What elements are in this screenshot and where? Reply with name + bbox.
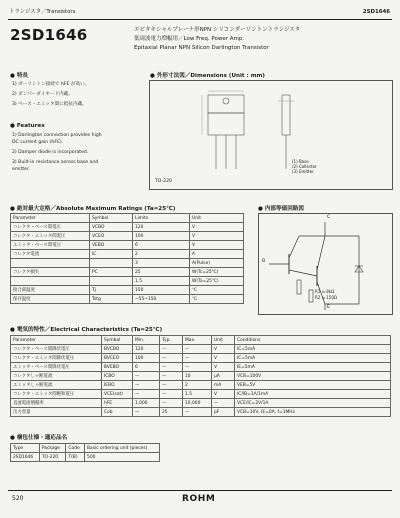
cell: — [160,390,183,399]
cell: VCBO [90,223,133,232]
cell: Cob [102,408,133,417]
table-row [11,286,244,295]
table-row [11,345,391,354]
table-row [11,241,244,250]
cell: — [160,345,183,354]
cell: 6 [133,241,190,250]
footer-rule [8,490,392,491]
col-header: Unit [212,336,235,345]
col-header: Parameter [11,336,102,345]
circuit-label-r1: R1 ≒ 8kΩ [315,289,335,294]
cell: — [183,363,212,372]
cell: IC=5mA [235,345,391,354]
col-header: Typ. [160,336,183,345]
package-drawing [150,81,392,189]
cell: VCE/IC=2V/1A [235,399,391,408]
pin-label: (1) Base [292,159,309,164]
table-row [11,453,160,462]
cell: — [160,372,183,381]
cell: — [160,354,183,363]
circuit-label-c: C [327,215,331,220]
table-row [11,363,391,372]
cell: V [190,232,244,241]
cell: コレクタしゃ断電流 [11,372,102,381]
header-rule [8,19,392,20]
cell: — [160,363,183,372]
cell: — [160,399,183,408]
desc-line-3: Epitaxial Planar NPN Silicon Darlington Transistor [134,45,269,51]
cell: VEB=5V [235,381,391,390]
cell: エミッタしゃ断電流 [11,381,102,390]
features-en-item: 1) Darlington connection provides high [12,133,102,138]
cell: ICBO [102,372,133,381]
cell: W(Tc=25℃) [190,268,244,277]
cell: 25 [160,408,183,417]
col-header: Symbol [90,214,133,223]
abs-max-title: ● 絶対最大定格／Absolute Maximum Ratings (Ta=25℃) [10,206,176,212]
rohm-logo: ROHM [182,494,216,504]
table-row [11,250,244,259]
cell: コレクタ・ベース間電圧 [11,223,90,232]
cell [90,259,133,268]
part-number: 2SD1646 [10,26,88,44]
cell: BVCBO [102,345,133,354]
cell: VCB=100V [235,372,391,381]
cell: 2SD1646 [11,453,40,462]
cell: V [190,241,244,250]
cell: — [212,399,235,408]
cell: 3 [133,259,190,268]
col-header: Symbol [102,336,133,345]
col-header: Basic ordering unit (pieces) [85,444,160,453]
cell: コレクタ・エミッタ間飽和電圧 [11,390,102,399]
cell: 保存温度 [11,295,90,304]
col-header: Type [11,444,40,453]
table-row [11,372,391,381]
features-jp-item: 3) ベース・エミッタ間に抵抗内蔵。 [12,102,87,107]
cell: — [183,345,212,354]
cell: 120 [133,223,190,232]
cell: 出力容量 [11,408,102,417]
features-en-item: DC current gain (hFE). [12,140,64,145]
header-left: トランジスタ／Transistors [9,9,76,15]
cell: 6 [133,363,160,372]
circuit-title: ● 内部等価回路図 [258,206,304,212]
packaging-title: ● 梱包仕様・適応品名 [10,435,68,441]
table-row [11,399,391,408]
table-row [11,259,244,268]
cell: BVCEO [102,354,133,363]
cell: 10 [183,372,212,381]
cell: A [190,250,244,259]
cell: Tj [90,286,133,295]
desc-line-2: 低周波電力増幅用／Low Freq. Power Amp. [134,36,245,42]
cell: 1.5 [133,277,190,286]
cell: Tstg [90,295,133,304]
cell: 150 [133,286,190,295]
table-row [11,277,244,286]
cell: — [183,354,212,363]
table-row [11,223,244,232]
table-row [11,268,244,277]
table-row [11,295,244,304]
cell: — [160,381,183,390]
cell: 2 [183,381,212,390]
cell: IE=5mA [235,363,391,372]
cell: コレクタ・エミッタ間電圧 [11,232,90,241]
cell: V [212,390,235,399]
features-en-title: ● Features [10,123,45,129]
cell: コレクタ・ベース間降伏電圧 [11,345,102,354]
cell: エミッタ・ベース間電圧 [11,241,90,250]
circuit-label-e: E [327,305,330,310]
cell: IEBO [102,381,133,390]
cell: 1,000 [133,399,160,408]
table-row [11,354,391,363]
cell: T(B) [66,453,85,462]
package-name: TO-220 [155,179,172,184]
cell: 1.5 [183,390,212,399]
cell: VCEO [90,232,133,241]
cell: V [212,354,235,363]
col-header: Parameter [11,214,90,223]
circuit-label-b: B [262,259,266,264]
cell: 10,000 [183,399,212,408]
cell: PC [90,268,133,277]
elec-title: ● 電気的特性／Electrical Characteristics (Ta=25℃) [10,327,163,333]
cell: VCE(sat) [102,390,133,399]
pin-label: (3) Emitter [292,169,314,174]
table-row [11,381,391,390]
features-en-item: emitter. [12,167,30,172]
cell: 100 [133,232,190,241]
desc-line-1: エピタキシャルプレーナ形NPN シリコンダーリントントランジスタ [134,27,301,33]
cell: VEBO [90,241,133,250]
table-header-row [11,214,244,223]
dimensions-title: ● 外形寸法図／Dimensions (Unit : mm) [150,73,265,79]
cell: ℃ [190,295,244,304]
cell: 120 [133,345,160,354]
features-jp-item: 1) ダーリントン接続で hFE が高い。 [12,82,90,87]
packaging-table [10,443,160,462]
cell: — [183,408,212,417]
cell: −55~150 [133,295,190,304]
table-row [11,390,391,399]
cell: 100 [133,354,160,363]
col-header: Package [39,444,66,453]
cell: W(Ta=25℃) [190,277,244,286]
cell: エミッタ・ベース間降伏電圧 [11,363,102,372]
cell: コレクタ・エミッタ間降伏電圧 [11,354,102,363]
cell: V [190,223,244,232]
cell: 接合部温度 [11,286,90,295]
elec-table [10,335,391,417]
table-row [11,408,391,417]
cell: V [212,363,235,372]
cell: 500 [85,453,160,462]
cell: mA [212,381,235,390]
dimensions-box [149,80,393,190]
cell: BVEBO [102,363,133,372]
cell: ℃ [190,286,244,295]
cell: hFE [102,399,133,408]
col-header: Max. [183,336,212,345]
circuit-label-r2: R2 ≒ 150Ω [315,295,337,300]
cell: μA [212,372,235,381]
cell: IC [90,250,133,259]
cell: 2 [133,250,190,259]
header-right: 2SD1646 [362,9,390,15]
cell: pF [212,408,235,417]
cell [11,259,90,268]
cell: 25 [133,268,190,277]
cell: コレクタ損失 [11,268,90,277]
cell: コレクタ電流 [11,250,90,259]
col-header: Unit [190,214,244,223]
cell: — [133,390,160,399]
table-header-row [11,336,391,345]
col-header: Conditions [235,336,391,345]
features-en-item: 3) Built-in resistance across base and [12,160,99,165]
col-header: Code [66,444,85,453]
cell [11,277,90,286]
cell: 直流電流増幅率 [11,399,102,408]
cell: IC/IB=1A/1mA [235,390,391,399]
cell: — [133,372,160,381]
features-jp-item: 2) ダンパーダイオード内蔵。 [12,92,73,97]
features-en-item: 2) Damper diode is incorporated. [12,150,89,155]
page-number: 520 [12,495,24,502]
cell: IC=5mA [235,354,391,363]
table-row [11,232,244,241]
cell: TO-220 [39,453,66,462]
cell: VCB=10V, IE=0A, f=1MHz [235,408,391,417]
col-header: Limits [133,214,190,223]
cell: — [133,381,160,390]
cell: A(Pulse) [190,259,244,268]
pin-label: (2) Collector [292,164,317,169]
cell [90,277,133,286]
col-header: Min. [133,336,160,345]
features-jp-title: ● 特長 [10,73,29,79]
cell: V [212,345,235,354]
table-header-row [11,444,160,453]
cell: — [133,408,160,417]
abs-max-table [10,213,244,304]
